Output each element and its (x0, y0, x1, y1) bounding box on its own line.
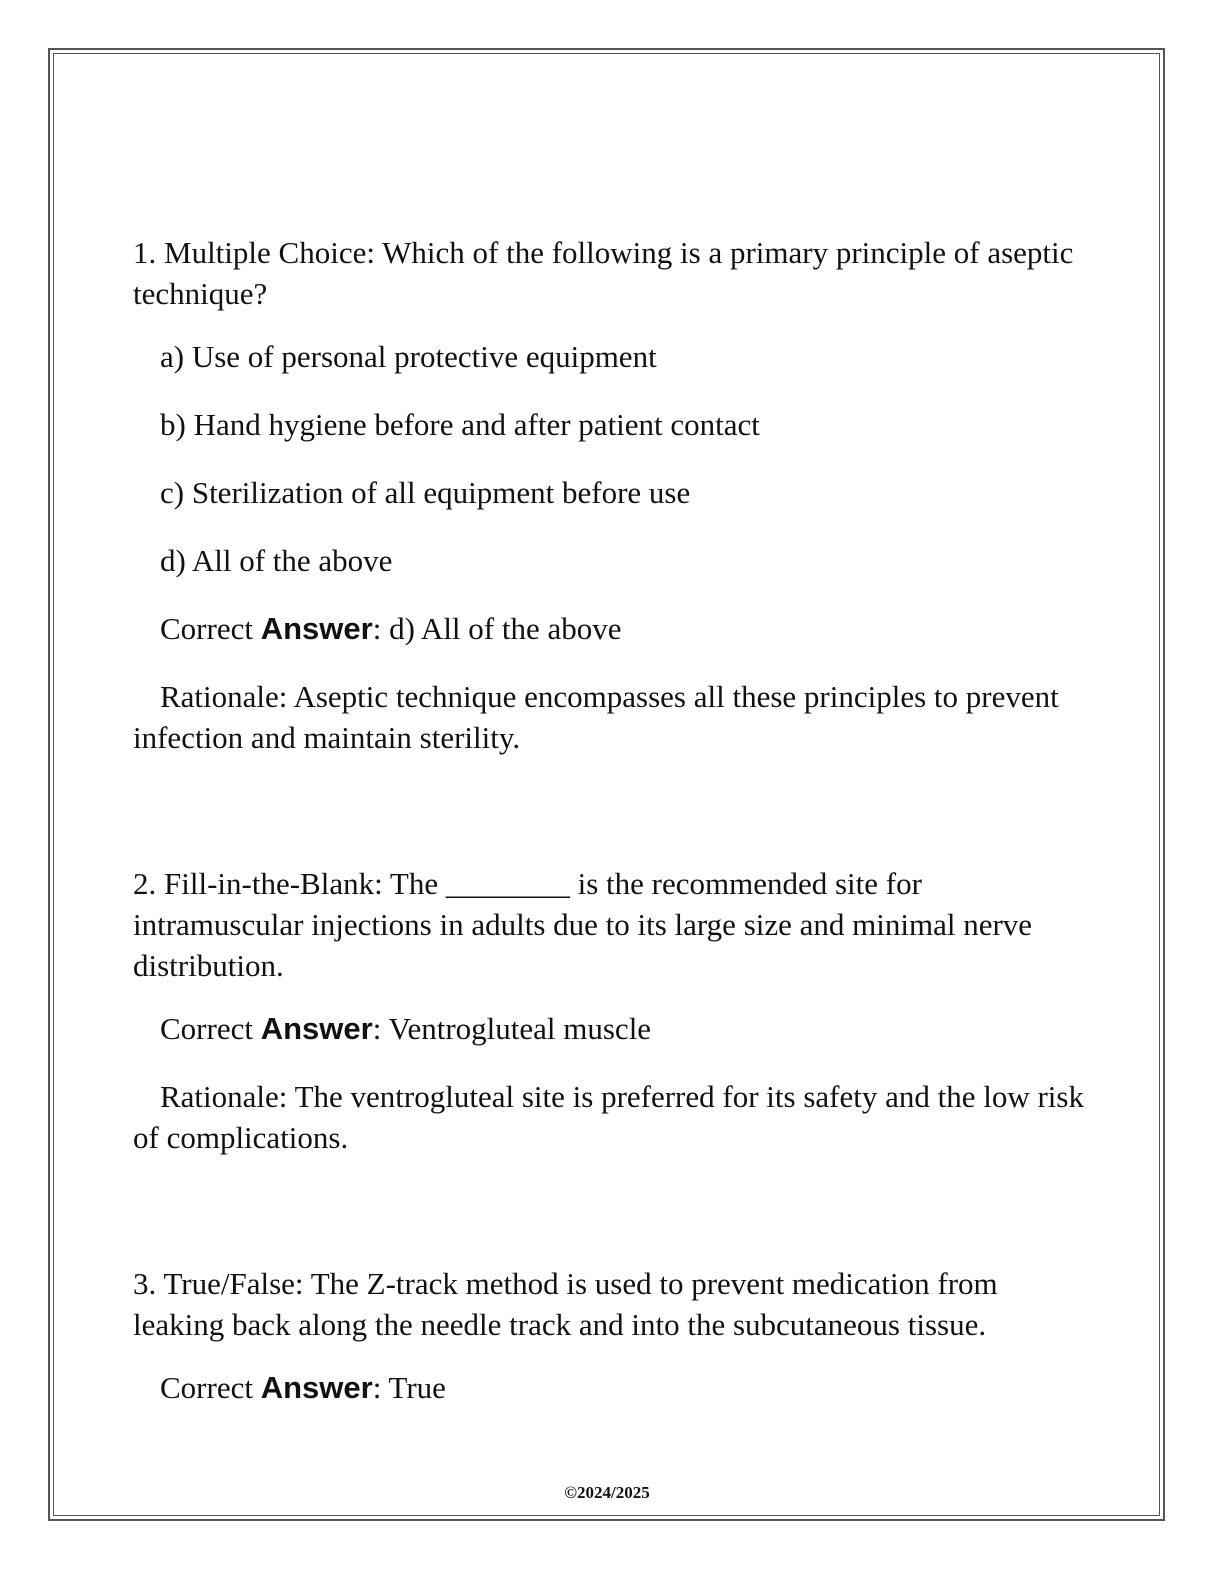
answer-keyword: Answer (260, 1370, 373, 1405)
copyright-footer: ©2024/2025 (564, 1483, 650, 1502)
rationale-text: Rationale: The ventrogluteal site is preferred for its safety and the low risk of complications. (133, 1079, 1084, 1155)
question-block (133, 232, 1093, 758)
question-text: 1. Multiple Choice: Which of the following is a primary principle of aseptic technique? (133, 235, 1074, 311)
option-b: b) Hand hygiene before and after patient contact (160, 407, 760, 442)
option-c: c) Sterilization of all equipment before use (160, 475, 691, 510)
answer-prefix: Correct (160, 1011, 261, 1046)
answer-text: : True (372, 1370, 446, 1405)
option-a: a) Use of personal protective equipment (160, 339, 657, 374)
section-spacer (133, 785, 1093, 863)
page-content (133, 232, 1093, 1435)
answer-text: : d) All of the above (372, 611, 622, 646)
option-d: d) All of the above (160, 543, 393, 578)
answer-text: : Ventrogluteal muscle (372, 1011, 652, 1046)
answer-prefix: Correct (160, 611, 261, 646)
section-spacer (133, 1185, 1093, 1263)
answer-keyword: Answer (260, 1011, 373, 1046)
question-text: 2. Fill-in-the-Blank: The ________ is the recommended site for intramuscular injections in adults due to its large size and minimal nerve distribution. (133, 866, 1033, 983)
question-block (133, 863, 1093, 1158)
correct-answer (133, 1008, 1093, 1049)
correct-answer (133, 608, 1093, 649)
correct-answer (133, 1367, 1093, 1408)
answer-prefix: Correct (160, 1370, 261, 1405)
question-block (133, 1263, 1093, 1408)
answer-keyword: Answer (260, 611, 373, 646)
rationale-text: Rationale: Aseptic technique encompasses all these principles to prevent infection and maintain sterility. (133, 679, 1059, 755)
question-text: 3. True/False: The Z-track method is used to prevent medication from leaking back along the needle track and into the subcutaneous tissue. (133, 1266, 998, 1342)
